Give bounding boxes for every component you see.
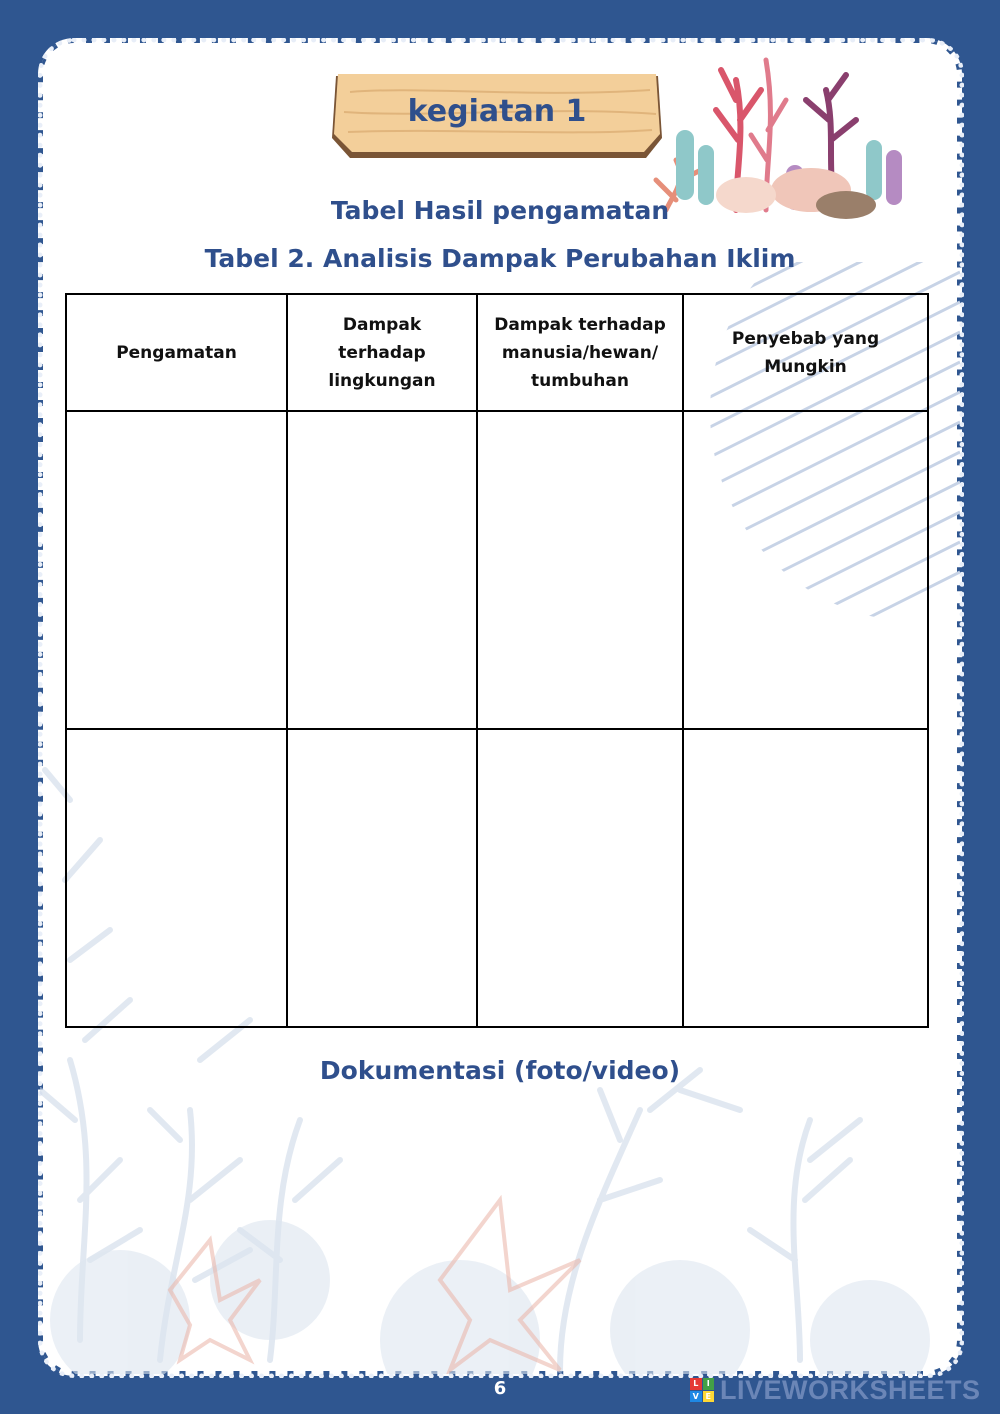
table-cell[interactable] — [477, 729, 683, 1027]
analysis-table — [65, 293, 929, 1028]
page-number: 6 — [493, 1378, 507, 1399]
table-cell[interactable] — [683, 729, 928, 1027]
table-cell[interactable] — [287, 729, 477, 1027]
liveworksheets-brand[interactable] — [690, 1376, 981, 1404]
page-title: kegiatan 1 — [407, 94, 587, 129]
liveworksheets-logo-icon: L I V E — [690, 1378, 714, 1402]
subtitle-observation-table: Tabel Hasil pengamatan — [330, 196, 670, 225]
documentation-title: Dokumentasi (foto/video) — [319, 1056, 681, 1085]
table-row — [66, 411, 928, 729]
header-dampak-lingkungan: Dampak terhadap lingkungan — [287, 294, 477, 411]
table-cell[interactable] — [477, 411, 683, 729]
table-cell[interactable] — [287, 411, 477, 729]
header-dampak-makhluk: Dampak terhadap manusia/hewan/ tumbuhan — [477, 294, 683, 411]
liveworksheets-label: LIVEWORKSHEETS — [720, 1374, 981, 1405]
header-pengamatan: Pengamatan — [66, 294, 287, 411]
table-cell[interactable] — [66, 729, 287, 1027]
header-penyebab: Penyebab yang Mungkin — [683, 294, 928, 411]
table-cell[interactable] — [683, 411, 928, 729]
table-row — [66, 729, 928, 1027]
coral-decoration-icon — [636, 50, 936, 220]
subtitle-table-2: Tabel 2. Analisis Dampak Perubahan Iklim — [204, 244, 796, 273]
table-cell[interactable] — [66, 411, 287, 729]
table-header-row — [66, 294, 928, 411]
